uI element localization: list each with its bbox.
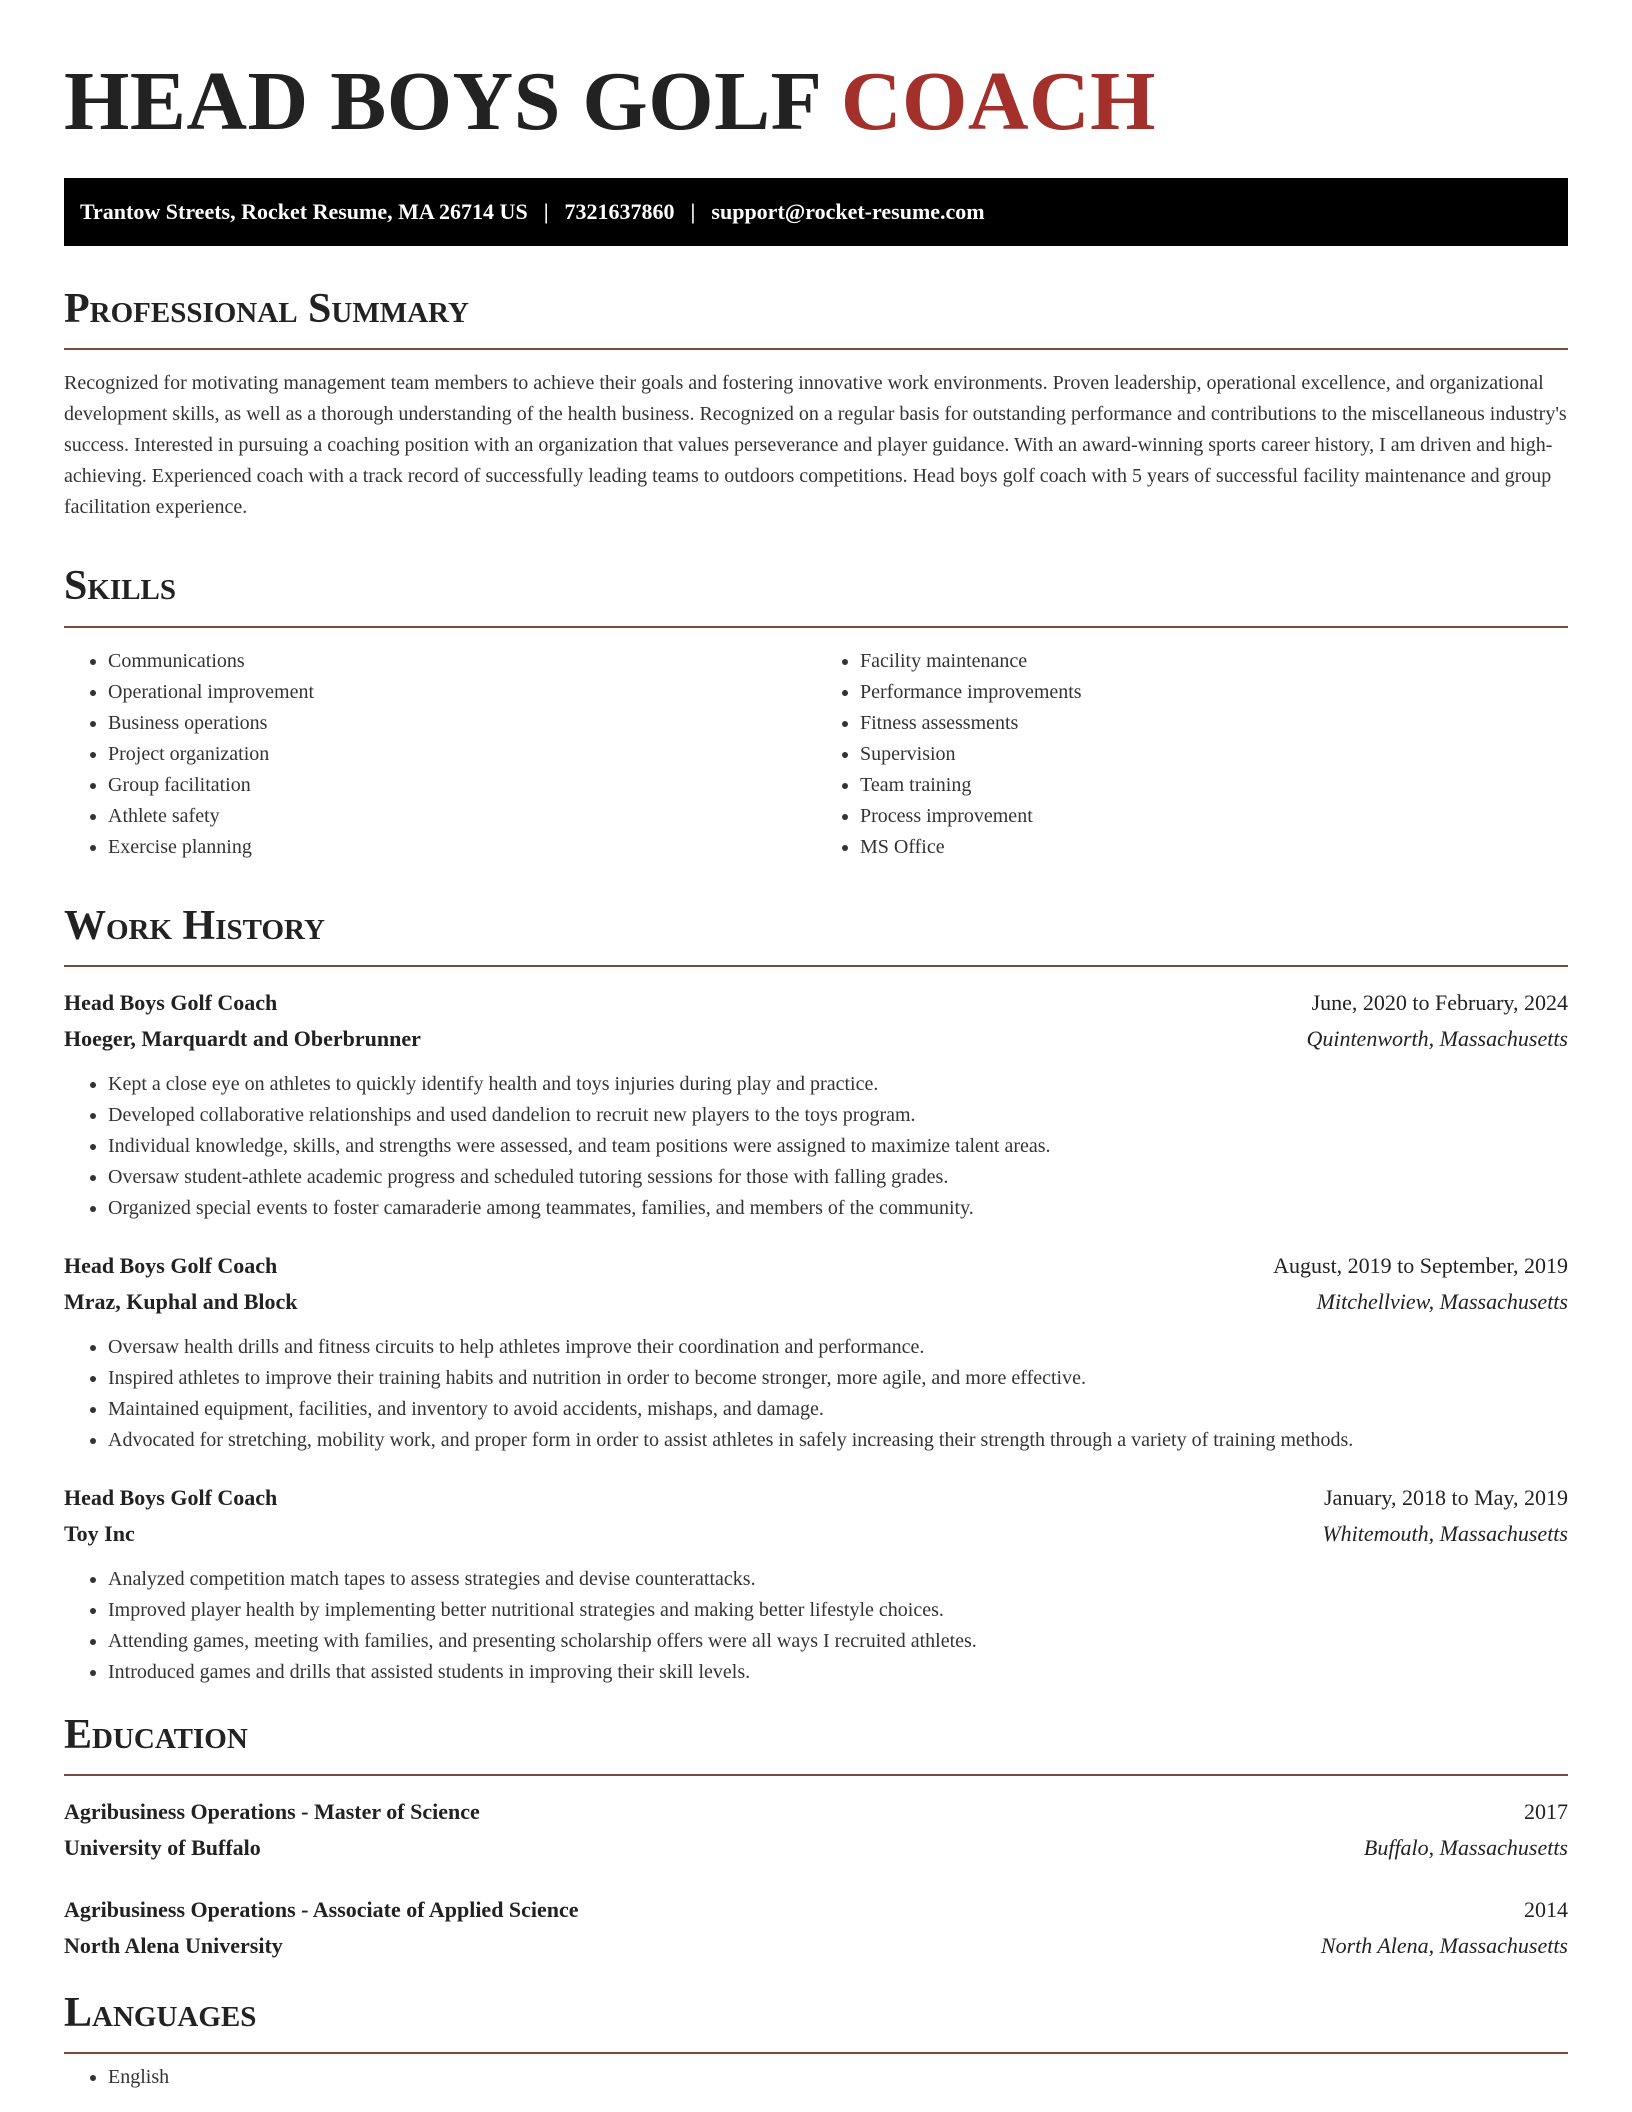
edu-location: Buffalo, Massachusetts (1363, 1834, 1568, 1860)
skills-column-right (816, 646, 1568, 863)
section-divider (64, 965, 1568, 967)
edu-degree: Agribusiness Operations - Master of Science (64, 1798, 480, 1824)
job-bullet: • Oversaw student-athlete academic progress and scheduled tutoring sessions for those with falling grades. (108, 1162, 1568, 1193)
job-dates: January, 2018 to May, 2019 (1324, 1484, 1568, 1510)
job-entry (64, 985, 1568, 1224)
job-bullet: • Individual knowledge, skills, and strengths were assessed, and team positions were assigned to maximize talent areas. (108, 1131, 1568, 1162)
job-bullet: • Advocated for stretching, mobility work, and proper form in order to assist athletes in safely increasing their strength through a variety of training methods. (108, 1425, 1568, 1456)
edu-year: 2014 (1524, 1896, 1568, 1922)
skills-section (64, 563, 1568, 862)
skill-item: • Communications (108, 646, 816, 677)
job-entry (64, 1248, 1568, 1456)
job-company: Toy Inc (64, 1520, 135, 1546)
job-bullet: • Kept a close eye on athletes to quickly identify health and toys injuries during play and practice. (108, 1069, 1568, 1100)
contact-separator: | (690, 199, 696, 225)
skill-item: • Performance improvements (860, 677, 1568, 708)
skill-item: • Athlete safety (108, 801, 816, 832)
job-dates: August, 2019 to September, 2019 (1273, 1252, 1568, 1278)
contact-phone[interactable]: 7321637860 (564, 199, 675, 225)
section-divider (64, 2052, 1568, 2054)
skill-item: • Exercise planning (108, 832, 816, 863)
edu-school: North Alena University (64, 1932, 283, 1958)
contact-email[interactable]: support@rocket-resume.com (711, 199, 985, 225)
skill-item: • Operational improvement (108, 677, 816, 708)
job-role: Head Boys Golf Coach (64, 1252, 278, 1278)
contact-bar (64, 178, 1568, 246)
skill-item: • Team training (860, 770, 1568, 801)
skill-item: • Group facilitation (108, 770, 816, 801)
section-divider (64, 348, 1568, 350)
job-bullet: • Maintained equipment, facilities, and inventory to avoid accidents, mishaps, and damage. (108, 1394, 1568, 1425)
edu-location: North Alena, Massachusetts (1320, 1932, 1568, 1958)
edu-school: University of Buffalo (64, 1834, 261, 1860)
job-bullets (64, 1564, 1568, 1688)
job-bullet: • Analyzed competition match tapes to assess strategies and devise counterattacks. (108, 1564, 1568, 1595)
languages-section (64, 1990, 1568, 2093)
skill-item: • Project organization (108, 739, 816, 770)
edu-degree: Agribusiness Operations - Associate of Applied Science (64, 1896, 579, 1922)
section-title: Education (64, 1711, 248, 1758)
section-title: Work History (64, 902, 325, 949)
job-role: Head Boys Golf Coach (64, 989, 278, 1015)
skill-item: • MS Office (860, 832, 1568, 863)
work-history-section (64, 903, 1568, 1688)
education-entry (64, 1794, 1568, 1866)
job-bullets (64, 1069, 1568, 1224)
job-bullet: • Improved player health by implementing better nutritional strategies and making better lifestyle choices. (108, 1595, 1568, 1626)
title-main: HEAD BOYS GOLF (64, 55, 820, 148)
summary-text: Recognized for motivating management team members to achieve their goals and fostering innovative work environments. Proven leadership, operational excellence, and organizational development skills, as well as a thorough understanding of the health business. Recognized on a regular basis for outstanding performance and contributions to the miscellaneous industry's success. Interested in pursuing a coaching position with an organization that values perseverance and player guidance. With an award-winning sports career history, I am driven and high-achieving. Experienced coach with a track record of successfully leading teams to outdoors competitions. Head boys golf coach with 5 years of successful facility maintenance and group facilitation experience. (64, 372, 1567, 519)
section-divider (64, 1774, 1568, 1776)
job-company: Mraz, Kuphal and Block (64, 1288, 298, 1314)
languages-list (64, 2062, 1568, 2093)
skill-item: • Business operations (108, 708, 816, 739)
section-divider (64, 626, 1568, 628)
job-dates: June, 2020 to February, 2024 (1311, 989, 1568, 1015)
section-title: Languages (64, 1989, 257, 2036)
job-bullet: • Oversaw health drills and fitness circuits to help athletes improve their coordination and performance. (108, 1332, 1568, 1363)
skills-column-left (64, 646, 816, 863)
skill-item: • Facility maintenance (860, 646, 1568, 677)
section-title: Professional Summary (64, 286, 469, 333)
title-accent: COACH (840, 55, 1157, 148)
job-bullet: • Inspired athletes to improve their training habits and nutrition in order to become stronger, more agile, and more effective. (108, 1363, 1568, 1394)
job-bullet: • Attending games, meeting with families, and presenting scholarship offers were all ways I recruited athletes. (108, 1626, 1568, 1657)
job-bullets (64, 1332, 1568, 1456)
job-bullet: • Organized special events to foster camaraderie among teammates, families, and members of the community. (108, 1193, 1568, 1224)
job-location: Mitchellview, Massachusetts (1316, 1288, 1568, 1314)
section-title: Skills (64, 563, 177, 610)
education-entry (64, 1892, 1568, 1964)
education-section (64, 1712, 1568, 1964)
job-location: Quintenworth, Massachusetts (1306, 1025, 1568, 1051)
language-item: • English (108, 2062, 1568, 2093)
job-entry (64, 1480, 1568, 1688)
job-bullet: • Developed collaborative relationships and used dandelion to recruit new players to the toys program. (108, 1100, 1568, 1131)
contact-separator: | (543, 199, 549, 225)
contact-address: Trantow Streets, Rocket Resume, MA 26714 US (80, 199, 528, 225)
edu-year: 2017 (1524, 1798, 1568, 1824)
job-location: Whitemouth, Massachusetts (1322, 1520, 1568, 1546)
job-company: Hoeger, Marquardt and Oberbrunner (64, 1025, 421, 1051)
skills-list (64, 646, 1568, 863)
resume-title (64, 55, 1568, 148)
skill-item: • Fitness assessments (860, 708, 1568, 739)
job-bullet: • Introduced games and drills that assisted students in improving their skill levels. (108, 1657, 1568, 1688)
skill-item: • Supervision (860, 739, 1568, 770)
skill-item: • Process improvement (860, 801, 1568, 832)
job-role: Head Boys Golf Coach (64, 1484, 278, 1510)
summary-section (64, 286, 1568, 523)
